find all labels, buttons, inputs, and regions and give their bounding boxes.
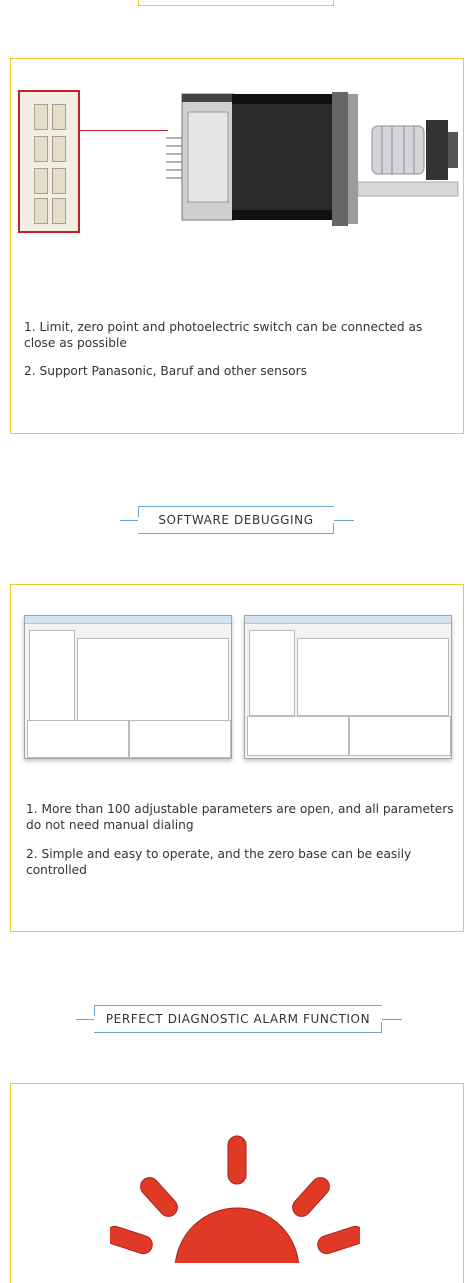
sensor-point-2: 2. Support Panasonic, Baruf and other sensors bbox=[24, 364, 307, 378]
alarm-sun-icon bbox=[110, 1134, 360, 1263]
connector-image bbox=[18, 90, 80, 233]
sensor-point-1: 1. Limit, zero point and photoelectric switch can be connected as close as possible bbox=[24, 320, 423, 350]
software-point-1: 1. More than 100 adjustable parameters are open, and all parameters do not need manual dialing bbox=[26, 802, 454, 832]
previous-section-frame bbox=[138, 0, 334, 6]
software-screenshot-2 bbox=[244, 615, 452, 759]
software-heading bbox=[0, 506, 474, 536]
alarm-heading bbox=[0, 1005, 474, 1035]
alarm-heading-title: PERFECT DIAGNOSTIC ALARM FUNCTION bbox=[94, 1005, 382, 1033]
software-heading-title: SOFTWARE DEBUGGING bbox=[138, 506, 334, 534]
software-screenshot-1 bbox=[24, 615, 232, 759]
software-point-2: 2. Simple and easy to operate, and the zero base can be easily controlled bbox=[26, 847, 412, 877]
stepper-motor-image bbox=[160, 82, 460, 232]
connector-pointer-line bbox=[80, 130, 168, 131]
